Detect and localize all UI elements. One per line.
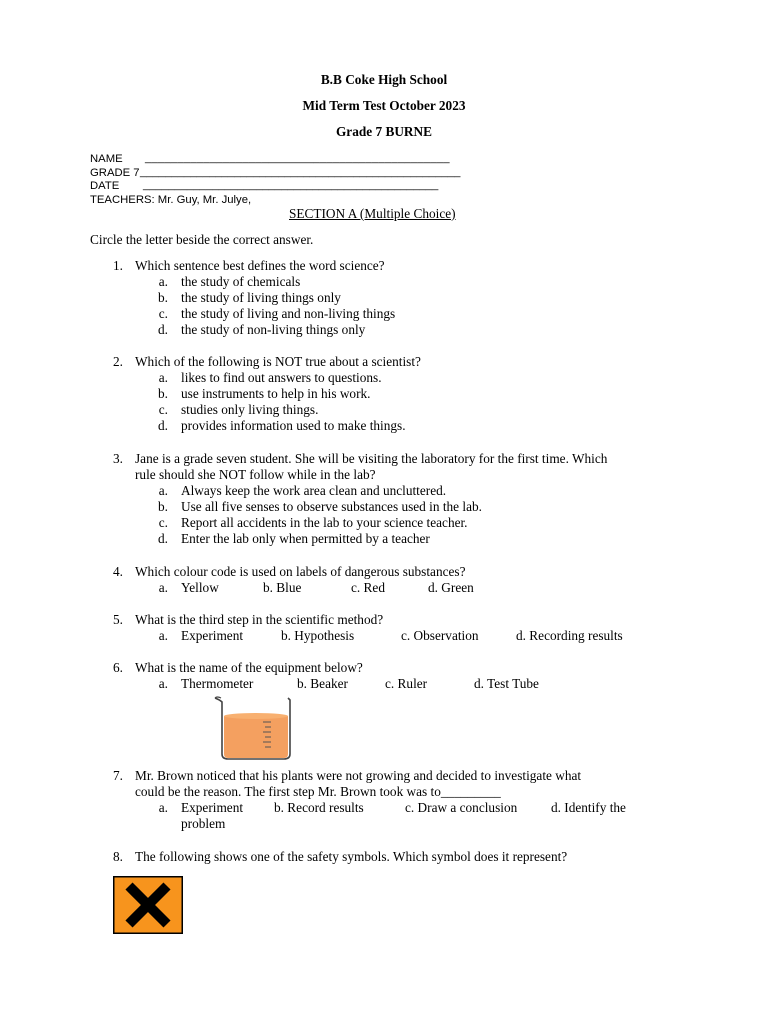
option-letter[interactable]: a.: [158, 580, 168, 595]
question-number: 6.: [113, 660, 123, 675]
name-label: NAME: [90, 153, 123, 165]
option-d-continued: problem: [181, 816, 226, 831]
option-letter[interactable]: d.: [158, 322, 168, 337]
option-letter[interactable]: d.: [158, 531, 168, 546]
option-text: use instruments to help in his work.: [181, 386, 371, 401]
test-title: Mid Term Test October 2023: [302, 98, 466, 113]
option-a[interactable]: Thermometer: [181, 676, 254, 691]
option-c[interactable]: c. Red: [351, 580, 385, 595]
question-text: Mr. Brown noticed that his plants were not growing and decided to investigate what: [135, 768, 582, 783]
question-text: Which sentence best defines the word science?: [135, 258, 385, 273]
option-a[interactable]: Yellow: [181, 580, 219, 595]
option-d[interactable]: d. Identify the: [551, 800, 626, 815]
option-text: studies only living things.: [181, 402, 319, 417]
option-letter[interactable]: b.: [158, 499, 168, 514]
option-text: likes to find out answers to questions.: [181, 370, 382, 385]
question-text: The following shows one of the safety symbols. Which symbol does it represent?: [135, 849, 568, 864]
date-line[interactable]: _______________________________________________: [143, 179, 439, 191]
option-text: the study of chemicals: [181, 274, 301, 289]
question-number: 2.: [113, 354, 123, 369]
instruction: Circle the letter beside the correct answer.: [90, 232, 314, 247]
option-text: Use all five senses to observe substances used in the lab.: [181, 499, 482, 514]
option-c[interactable]: c. Draw a conclusion: [405, 800, 518, 815]
section-title: SECTION A (Multiple Choice): [289, 206, 456, 221]
option-letter[interactable]: a.: [158, 483, 168, 498]
option-text: the study of living things only: [181, 290, 341, 305]
option-d[interactable]: d. Green: [428, 580, 474, 595]
question-text: rule should she NOT follow while in the lab?: [135, 467, 376, 482]
question-number: 8.: [113, 849, 123, 864]
question-text: Jane is a grade seven student. She will be visiting the laboratory for the first time. Which: [135, 451, 608, 466]
option-b[interactable]: b. Record results: [274, 800, 364, 815]
option-b[interactable]: b. Hypothesis: [281, 628, 355, 643]
question-text: What is the name of the equipment below?: [135, 660, 363, 675]
beaker-icon: [211, 694, 291, 760]
name-line[interactable]: _______________________________________________: [145, 152, 450, 164]
option-letter[interactable]: c.: [158, 402, 168, 417]
grade-line[interactable]: ___________________________________________________: [140, 166, 461, 178]
option-letter[interactable]: a.: [158, 370, 168, 385]
option-a[interactable]: Experiment: [181, 628, 244, 643]
question-number: 3.: [113, 451, 123, 466]
option-letter[interactable]: a.: [158, 676, 168, 691]
option-text: the study of non-living things only: [181, 322, 366, 337]
grade-title: Grade 7 BURNE: [335, 124, 433, 139]
option-c[interactable]: c. Observation: [401, 628, 479, 643]
option-d[interactable]: d. Test Tube: [474, 676, 539, 691]
option-text: Always keep the work area clean and uncluttered.: [181, 483, 447, 498]
question-number: 5.: [113, 612, 123, 627]
school-name: B.B Coke High School: [320, 72, 448, 87]
question-text: Which colour code is used on labels of dangerous substances?: [135, 564, 466, 579]
option-letter[interactable]: b.: [158, 290, 168, 305]
option-text: Enter the lab only when permitted by a teacher: [181, 531, 430, 546]
option-text: the study of living and non-living things: [181, 306, 396, 321]
question-number: 4.: [113, 564, 123, 579]
option-text: Report all accidents in the lab to your science teacher.: [181, 515, 468, 530]
question-text: What is the third step in the scientific method?: [135, 612, 384, 627]
option-c[interactable]: c. Ruler: [385, 676, 428, 691]
question-number: 7.: [113, 768, 123, 783]
grade-label: GRADE 7: [90, 167, 140, 179]
option-letter[interactable]: a.: [158, 274, 168, 289]
option-letter[interactable]: c.: [158, 306, 168, 321]
question-text: could be the reason. The first step Mr. Brown took was to_________: [135, 784, 501, 799]
option-a[interactable]: Experiment: [181, 800, 244, 815]
option-b[interactable]: b. Blue: [263, 580, 302, 595]
question-number: 1.: [113, 258, 123, 273]
option-letter[interactable]: d.: [158, 418, 168, 433]
option-text: provides information used to make things.: [181, 418, 406, 433]
option-letter[interactable]: b.: [158, 386, 168, 401]
harmful-irritant-symbol-icon: [113, 876, 183, 934]
option-b[interactable]: b. Beaker: [297, 676, 348, 691]
option-letter[interactable]: a.: [158, 800, 168, 815]
date-label: DATE: [90, 180, 120, 192]
option-letter[interactable]: c.: [158, 515, 168, 530]
option-letter[interactable]: a.: [158, 628, 168, 643]
teachers-line: TEACHERS: Mr. Guy, Mr. Julye,: [90, 194, 252, 206]
option-d[interactable]: d. Recording results: [516, 628, 623, 643]
question-text: Which of the following is NOT true about a scientist?: [135, 354, 421, 369]
